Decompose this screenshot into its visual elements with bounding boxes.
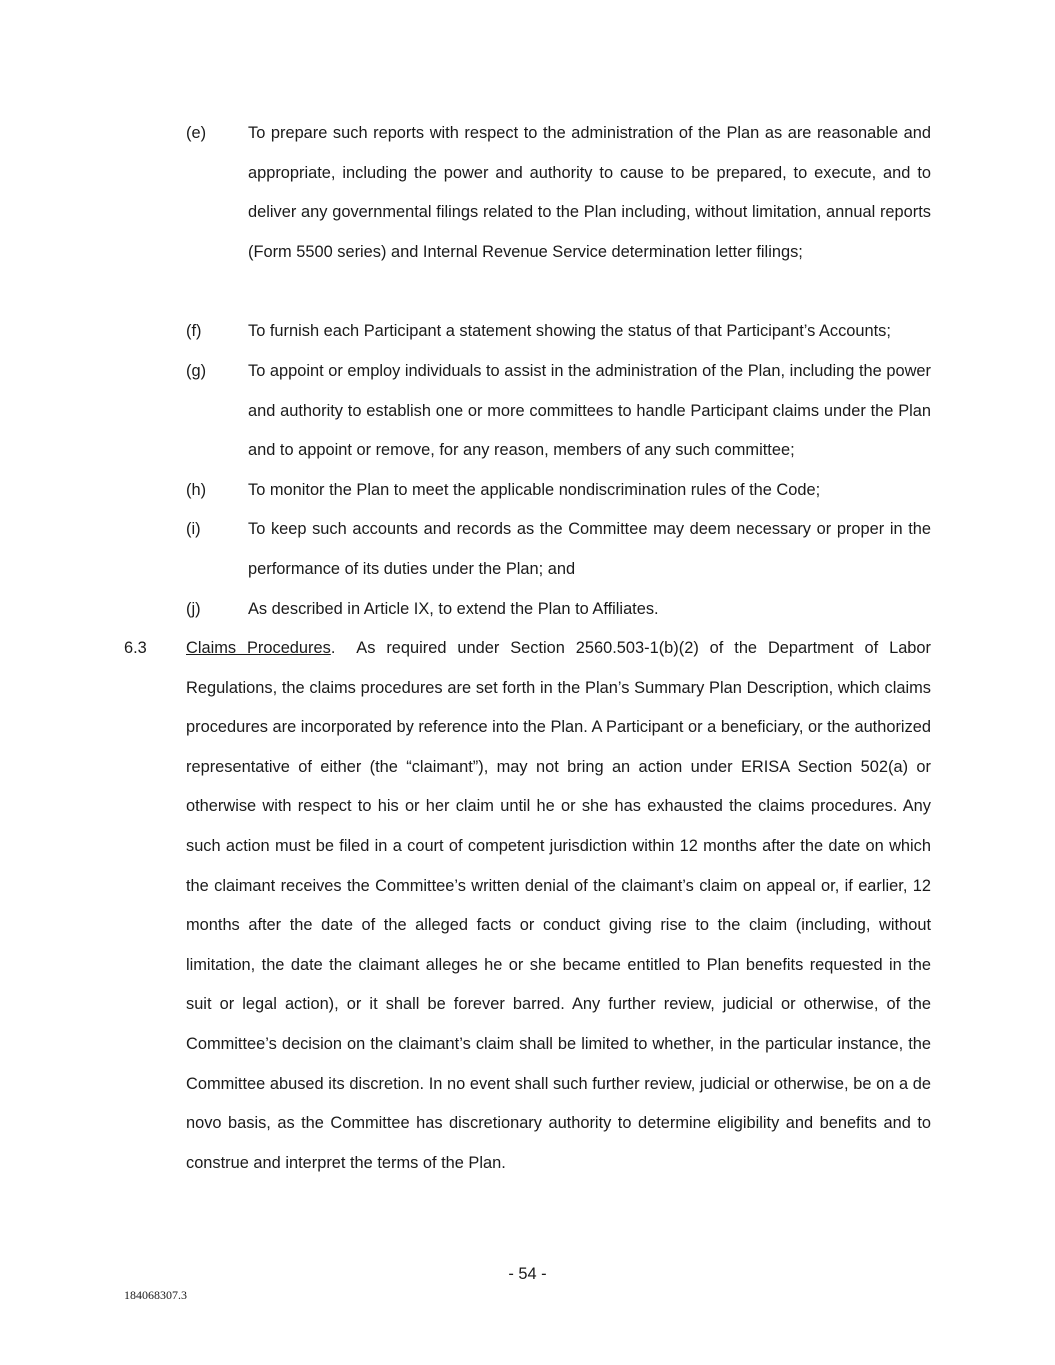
item-text: To monitor the Plan to meet the applicable nondiscrimination rules of the Code; [248, 481, 821, 499]
section-heading: Claims Procedures [186, 639, 331, 657]
item-text: To keep such accounts and records as the Committee may deem necessary or proper in the performance of its duties under the Plan; and [248, 520, 931, 578]
document-id: 184068307.3 [124, 1288, 187, 1302]
section-6-3 [124, 629, 931, 1183]
list-item-i [186, 510, 931, 589]
item-label: (e) [186, 124, 207, 142]
list-item-g [186, 352, 931, 471]
section-heading-suffix: . [330, 639, 336, 657]
section-body: As required under Section 2560.503-1(b)(2) of the Department of Labor Regulations, the claims procedures are set forth in the Plan’s Summary Plan Description, which claims procedures are incorporated by reference into the Plan. A Participant or a beneficiary, or the authorized representative of either (the “claimant”), may not bring an action under ERISA Section 502(a) or otherwise with respect to his or her claim until he or she has exhausted the claims procedures. Any such action must be filed in a court of competent jurisdiction within 12 months after the date on which the claimant receives the Committee’s written denial of the claimant’s claim on appeal or, if earlier, 12 months after the date of the alleged facts or conduct giving rise to the claim (including, without limitation, the date the claimant alleges he or she became entitled to Plan benefits requested in the suit or legal action), or it shall be forever barred. Any further review, judicial or otherwise, of the Committee’s decision on the claimant’s claim shall be limited to whether, in the particular instance, the Committee abused its discretion. In no event shall such further review, judicial or otherwise, be on a de novo basis, as the Committee has discretionary authority to determine eligibility and benefits and to construe and interpret the terms of the Plan. [186, 639, 931, 1172]
list-item-f [186, 312, 931, 352]
item-text: To appoint or employ individuals to assist in the administration of the Plan, including the power and authority to establish one or more committees to handle Participant claims under the Plan and to appoint or remove, for any reason, members of any such committee; [248, 362, 931, 460]
list-item-e [186, 114, 931, 272]
item-label: (j) [186, 600, 201, 618]
section-number: 6.3 [124, 639, 147, 657]
item-label: (h) [186, 481, 207, 499]
item-label: (f) [186, 322, 202, 340]
list-item-h [186, 471, 931, 511]
section-text [186, 629, 931, 1183]
item-text: To furnish each Participant a statement showing the status of that Participant’s Accounts; [248, 322, 891, 340]
item-label: (g) [186, 362, 207, 380]
item-text: As described in Article IX, to extend the Plan to Affiliates. [248, 600, 659, 618]
item-label: (i) [186, 520, 201, 538]
item-text: To prepare such reports with respect to the administration of the Plan as are reasonable and appropriate, including the power and authority to cause to be prepared, to execute, and to deliver any governmental filings related to the Plan including, without limitation, annual reports (Form 5500 series) and Internal Revenue Service determination letter filings; [248, 124, 931, 261]
page-number: - 54 - [508, 1265, 547, 1283]
list-item-j [186, 590, 931, 630]
